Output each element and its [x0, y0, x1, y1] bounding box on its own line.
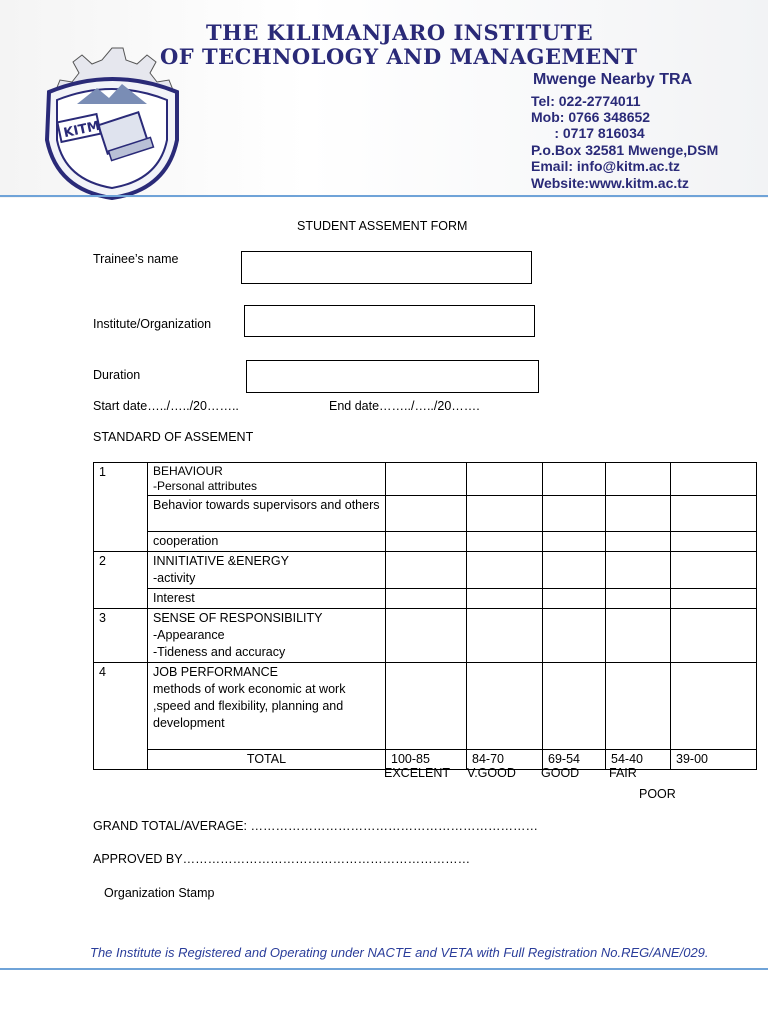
- score-cell[interactable]: [543, 496, 606, 532]
- table-row: [94, 496, 757, 532]
- institute-name-line1: THE KILIMANJARO INSTITUTE: [206, 20, 594, 45]
- grade-label: V.GOOD: [467, 766, 516, 780]
- range-cell: 39-00: [671, 750, 757, 770]
- criterion-cell: Interest: [148, 589, 386, 609]
- registration-note: The Institute is Registered and Operating under NACTE and VETA with Full Registration No.REG/ANE/029.: [90, 945, 709, 960]
- start-date-text: Start date…../…../20……..: [93, 399, 239, 413]
- score-cell[interactable]: [543, 552, 606, 589]
- table-row: [94, 609, 757, 663]
- score-cell[interactable]: [467, 589, 543, 609]
- email-text: Email: info@kitm.ac.tz: [531, 158, 681, 174]
- score-cell[interactable]: [606, 609, 671, 663]
- location-text: Mwenge Nearby TRA: [533, 71, 693, 88]
- range-cell: 54-40: [606, 750, 671, 770]
- pobox-text: P.o.Box 32581 Mwenge,DSM: [531, 142, 719, 158]
- tel-text: Tel: 022-2774011: [531, 93, 641, 109]
- standard-label: STANDARD OF ASSEMENT: [93, 430, 254, 444]
- header-divider: [0, 195, 768, 197]
- table-row: [94, 589, 757, 609]
- score-cell[interactable]: [671, 663, 757, 750]
- score-cell[interactable]: [467, 463, 543, 496]
- table-row: [94, 552, 757, 589]
- score-cell[interactable]: [386, 532, 467, 552]
- score-cell[interactable]: [543, 609, 606, 663]
- score-cell[interactable]: [543, 663, 606, 750]
- mobile-text-1: Mob: 0766 348652: [531, 109, 651, 125]
- institute-name-line2: OF TECHNOLOGY AND MANAGEMENT: [160, 44, 638, 69]
- criterion-cell: Behavior towards supervisors and others: [148, 496, 386, 532]
- grade-label: FAIR: [609, 766, 637, 780]
- score-cell[interactable]: [606, 496, 671, 532]
- score-cell[interactable]: [671, 532, 757, 552]
- criterion-cell: INNITIATIVE &ENERGY -activity: [148, 552, 386, 589]
- criterion-cell: SENSE OF RESPONSIBILITY -Appearance -Tideness and accuracy: [148, 609, 386, 663]
- grade-label: EXCELENT: [384, 766, 450, 780]
- score-cell[interactable]: [543, 532, 606, 552]
- score-cell[interactable]: [467, 532, 543, 552]
- score-cell[interactable]: [606, 663, 671, 750]
- score-cell[interactable]: [543, 463, 606, 496]
- row-number: 4: [94, 663, 148, 770]
- score-cell[interactable]: [386, 463, 467, 496]
- score-cell[interactable]: [386, 663, 467, 750]
- score-cell[interactable]: [671, 609, 757, 663]
- duration-field[interactable]: [246, 360, 539, 393]
- row-number: 2: [94, 552, 148, 609]
- criterion-cell: BEHAVIOUR -Personal attributes: [148, 463, 386, 496]
- range-cell: 84-70: [467, 750, 543, 770]
- form-title: STUDENT ASSEMENT FORM: [297, 219, 468, 233]
- approved-by-line: APPROVED BY……………………………………………………………: [93, 852, 471, 866]
- score-cell[interactable]: [467, 609, 543, 663]
- table-row: [94, 532, 757, 552]
- score-cell[interactable]: [467, 496, 543, 532]
- score-cell[interactable]: [386, 589, 467, 609]
- grand-total-line: GRAND TOTAL/AVERAGE: ……………………………………………………………: [93, 819, 538, 833]
- institute-label: Institute/Organization: [93, 317, 212, 331]
- website-text: Website:www.kitm.ac.tz: [531, 175, 689, 191]
- footer-divider: [0, 968, 768, 970]
- trainee-name-field[interactable]: [241, 251, 532, 284]
- score-cell[interactable]: [386, 496, 467, 532]
- logo-text: KITM: [62, 118, 102, 142]
- range-cell: 100-85: [386, 750, 467, 770]
- organization-stamp-label: Organization Stamp: [104, 886, 215, 900]
- row-number: 3: [94, 609, 148, 663]
- total-label: TOTAL: [148, 750, 386, 770]
- row-number: 1: [94, 463, 148, 552]
- table-row: [94, 463, 757, 496]
- score-cell[interactable]: [671, 463, 757, 496]
- score-cell[interactable]: [606, 552, 671, 589]
- score-cell[interactable]: [467, 552, 543, 589]
- score-cell[interactable]: [606, 532, 671, 552]
- assessment-table: [93, 462, 757, 770]
- score-cell[interactable]: [671, 589, 757, 609]
- institute-field[interactable]: [244, 305, 535, 337]
- score-cell[interactable]: [606, 589, 671, 609]
- end-date-text: End date……../…../20…….: [329, 399, 480, 413]
- trainee-name-label: Trainee’s name: [93, 252, 179, 266]
- score-cell[interactable]: [386, 552, 467, 589]
- score-cell[interactable]: [386, 609, 467, 663]
- score-cell[interactable]: [543, 589, 606, 609]
- score-cell[interactable]: [671, 552, 757, 589]
- score-cell[interactable]: [467, 663, 543, 750]
- mobile-text-2: : 0717 816034: [531, 125, 645, 141]
- duration-label: Duration: [93, 368, 141, 382]
- range-cell: 69-54: [543, 750, 606, 770]
- criterion-cell: cooperation: [148, 532, 386, 552]
- score-cell[interactable]: [606, 463, 671, 496]
- score-cell[interactable]: [671, 496, 757, 532]
- grade-label: GOOD: [541, 766, 580, 780]
- grade-label: POOR: [639, 787, 676, 801]
- table-row: [94, 663, 757, 750]
- letterhead: [0, 0, 768, 198]
- criterion-cell: JOB PERFORMANCE methods of work economic at work ,speed and flexibility, planning and development: [148, 663, 386, 750]
